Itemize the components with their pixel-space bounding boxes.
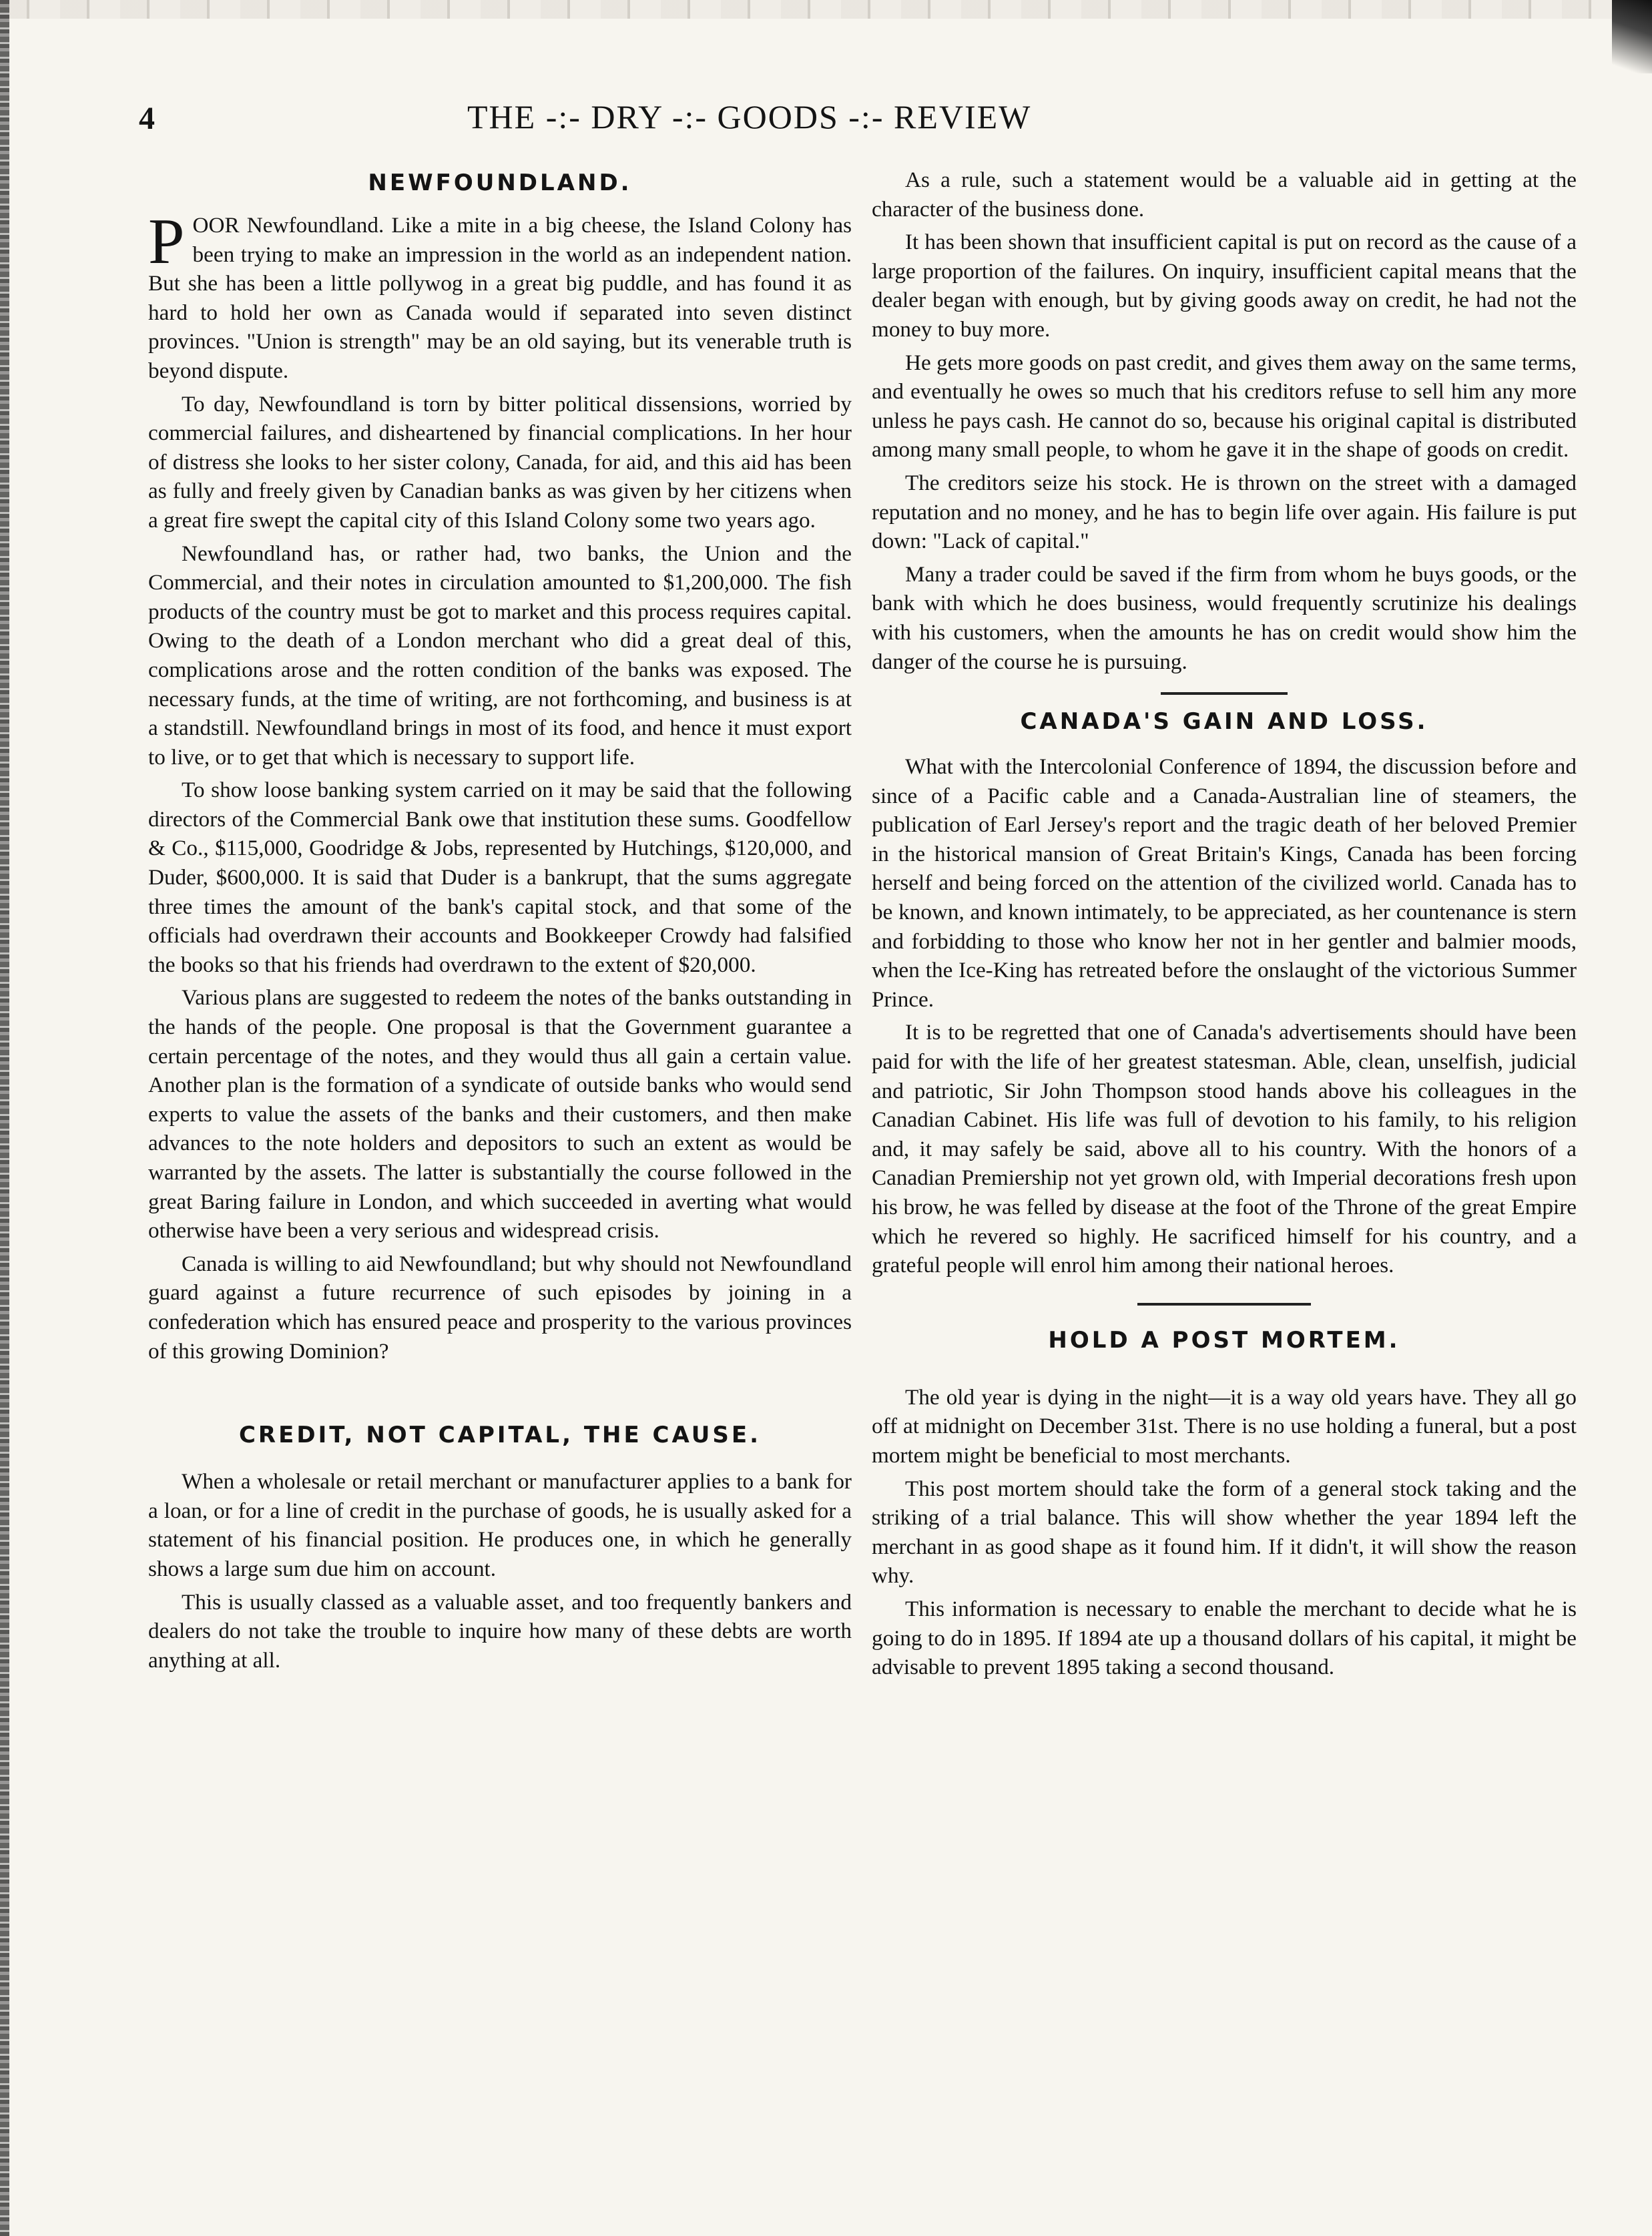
article-paragraph: As a rule, such a statement would be a valuable aid in getting at the character of the business done. (872, 168, 1577, 222)
headline-newfoundland: NEWFOUNDLAND. (368, 170, 632, 196)
drop-cap: P (148, 206, 185, 278)
page-number: 4 (139, 101, 155, 136)
article-paragraph: POOR Newfoundland. Like a mite in a big cheese, the Island Colony has been trying to make an impression in the world as an independent nation. But she has been a little pollywog in a great big puddle, and has found it as hard to hold her own as Canada would if separated into seven distinct provinces. "Union is strength" may be an old saying, but its venerable truth is beyond dispute. (148, 206, 852, 383)
article-paragraph: What with the Intercolonial Conference of 1894, the discussion before and since of a Pacific cable and a Canada-Australian line of steamers, the publication of Earl Jersey's report and the tragic death of her beloved Premier in the historical mansion of Great Britain's Kings, Canada has been forcing herself and being forced on the attention of the civilized world. Canada has to be known, and known intimately, to be appreciated, as her countenance is stern and forbidding to those who know her not in her gentler and balmier moods, when the Ice-King has retreated before the onslaught of the victorious Summer Prince. (872, 754, 1577, 1012)
headline-canada: CANADA'S GAIN AND LOSS. (1020, 708, 1428, 736)
article-paragraph: Newfoundland has, or rather had, two banks, the Union and the Commercial, and their notes in circulation amounted to $1,200,000. The fish products of the country must be got to market and this process requires capital. Owing to the death of a London merchant who did a great deal of this, complications arose and the rotten condition of the banks was exposed. The necessary funds, at the time of writing, are not forthcoming, and business is at a standstill. Newfoundland brings in most of its food, and hence it must export to live, or to get that which is necessary to support life. (148, 541, 852, 770)
section-divider (1161, 692, 1288, 695)
article-paragraph: Many a trader could be saved if the firm from whom he buys goods, or the bank with which he does business, would frequently scrutinize his dealings with his customers, when the amounts he has on credit would show him the danger of the course he is pursuing. (872, 561, 1577, 674)
article-paragraph: This information is necessary to enable the merchant to decide what he is going to do in 1895. If 1894 ate up a thousand dollars of his capital, it might be advisable to prevent 1895 taking a second thousand. (872, 1596, 1577, 1680)
article-paragraph: The creditors seize his stock. He is thrown on the street with a damaged reputation and no money, and he has to begin life over again. His failure is put down: "Lack of capital." (872, 470, 1577, 554)
article-paragraph: This is usually classed as a valuable asset, and too frequently bankers and dealers do not take the trouble to inquire how many of these debts are worth anything at all. (148, 1589, 852, 1673)
scan-top-edge (0, 0, 1652, 19)
article-paragraph: Various plans are suggested to redeem the notes of the banks outstanding in the hands of the people. One proposal is that the Government guarantee a certain percentage of the notes, and they would thus all gain a certain value. Another plan is the formation of a syndicate of outside banks who would send experts to value the assets of the banks and their customers, and then make advances to the note holders and depositors to such an extent as would be warranted by the assets. The latter is substantially the course followed in the great Baring failure in London, and which succeeded in averting what would otherwise have been a very serious and widespread crisis. (148, 985, 852, 1243)
scan-corner-smudge (1612, 0, 1652, 73)
article-paragraph: To show loose banking system carried on it may be said that the following directors of the Commercial Bank owe that institution these sums. Goodfellow & Co., $115,000, Goodridge & Jobs, represented by Hutchings, $120,000, and Duder, $600,000. It is said that Duder is a bankrupt, that the sums aggregate three times the amount of the bank's capital stock, and that some of the officials had overdrawn their accounts and Bookkeeper Crowdy had falsified the books so that his friends had overdrawn to the extent of $20,000. (148, 778, 852, 977)
right-column (872, 166, 1577, 1686)
running-head: THE -:- DRY -:- GOODS -:- REVIEW (467, 98, 1032, 135)
headline-credit: CREDIT, NOT CAPITAL, THE CAUSE. (238, 1422, 761, 1449)
article-paragraph: He gets more goods on past credit, and gives them away on the same terms, and eventually he owes so much that his creditors refuse to sell him any more unless he pays cash. He cannot do so, because his original capital is distributed among many small people, to whom he gave it in the shape of goods on credit. (872, 350, 1577, 463)
article-paragraph: When a wholesale or retail merchant or manufacturer applies to a bank for a loan, or for a line of credit in the purchase of goods, he is usually asked for a statement of his financial position. He produces one, in which he generally shows a large sum due him on account. (148, 1469, 852, 1581)
headline-hold: HOLD A POST MORTEM. (1048, 1326, 1400, 1354)
article-paragraph: The old year is dying in the night—it is a way old years have. They all go off at midnight on December 31st. There is no use holding a funeral, but a post mortem might be beneficial to most merchants. (872, 1384, 1577, 1468)
article-paragraph: It has been shown that insufficient capital is put on record as the cause of a large proportion of the failures. On inquiry, insufficient capital means that the dealer began with enough, but by giving goods away on credit, he had not the money to buy more. (872, 230, 1577, 342)
article-paragraph: Canada is willing to aid Newfoundland; but why should not Newfoundland guard against a future recurrence of such episodes by joining in a confederation which has ensured peace and prosperity to the various provinces of this growing Dominion? (148, 1251, 852, 1364)
article-paragraph: It is to be regretted that one of Canada's advertisements should have been paid for with the life of her greatest statesman. Able, clean, unselfish, judicial and patriotic, Sir John Thompson stood hands above his colleagues in the Canadian Cabinet. His life was full of devotion to his family, to his religion and, it may safely be said, above all to his country. With the honors of a Canadian Premiership not yet grown old, with Imperial decorations fresh upon his brow, he was felled by disease at the foot of the Throne of the great Empire which he revered so highly. He sacrificed himself for his country, and a grateful people will enrol him among their national heroes. (872, 1020, 1577, 1278)
left-column (148, 166, 852, 1679)
article-paragraph: To day, Newfoundland is torn by bitter political dissensions, worried by commercial failures, and disheartened by financial complications. In her hour of distress she looks to her sister colony, Canada, for aid, and this aid has been as fully and freely given by Canadian banks as was given by her citizens when a great fire swept the capital city of this Island Colony some two years ago. (148, 391, 852, 533)
section-divider (1137, 1303, 1311, 1306)
scan-binding-edge (0, 0, 9, 2236)
article-paragraph: This post mortem should take the form of a general stock taking and the striking of a trial balance. This will show whether the year 1894 left the merchant in as good shape as it found him. If it didn't, it will show the reason why. (872, 1476, 1577, 1589)
